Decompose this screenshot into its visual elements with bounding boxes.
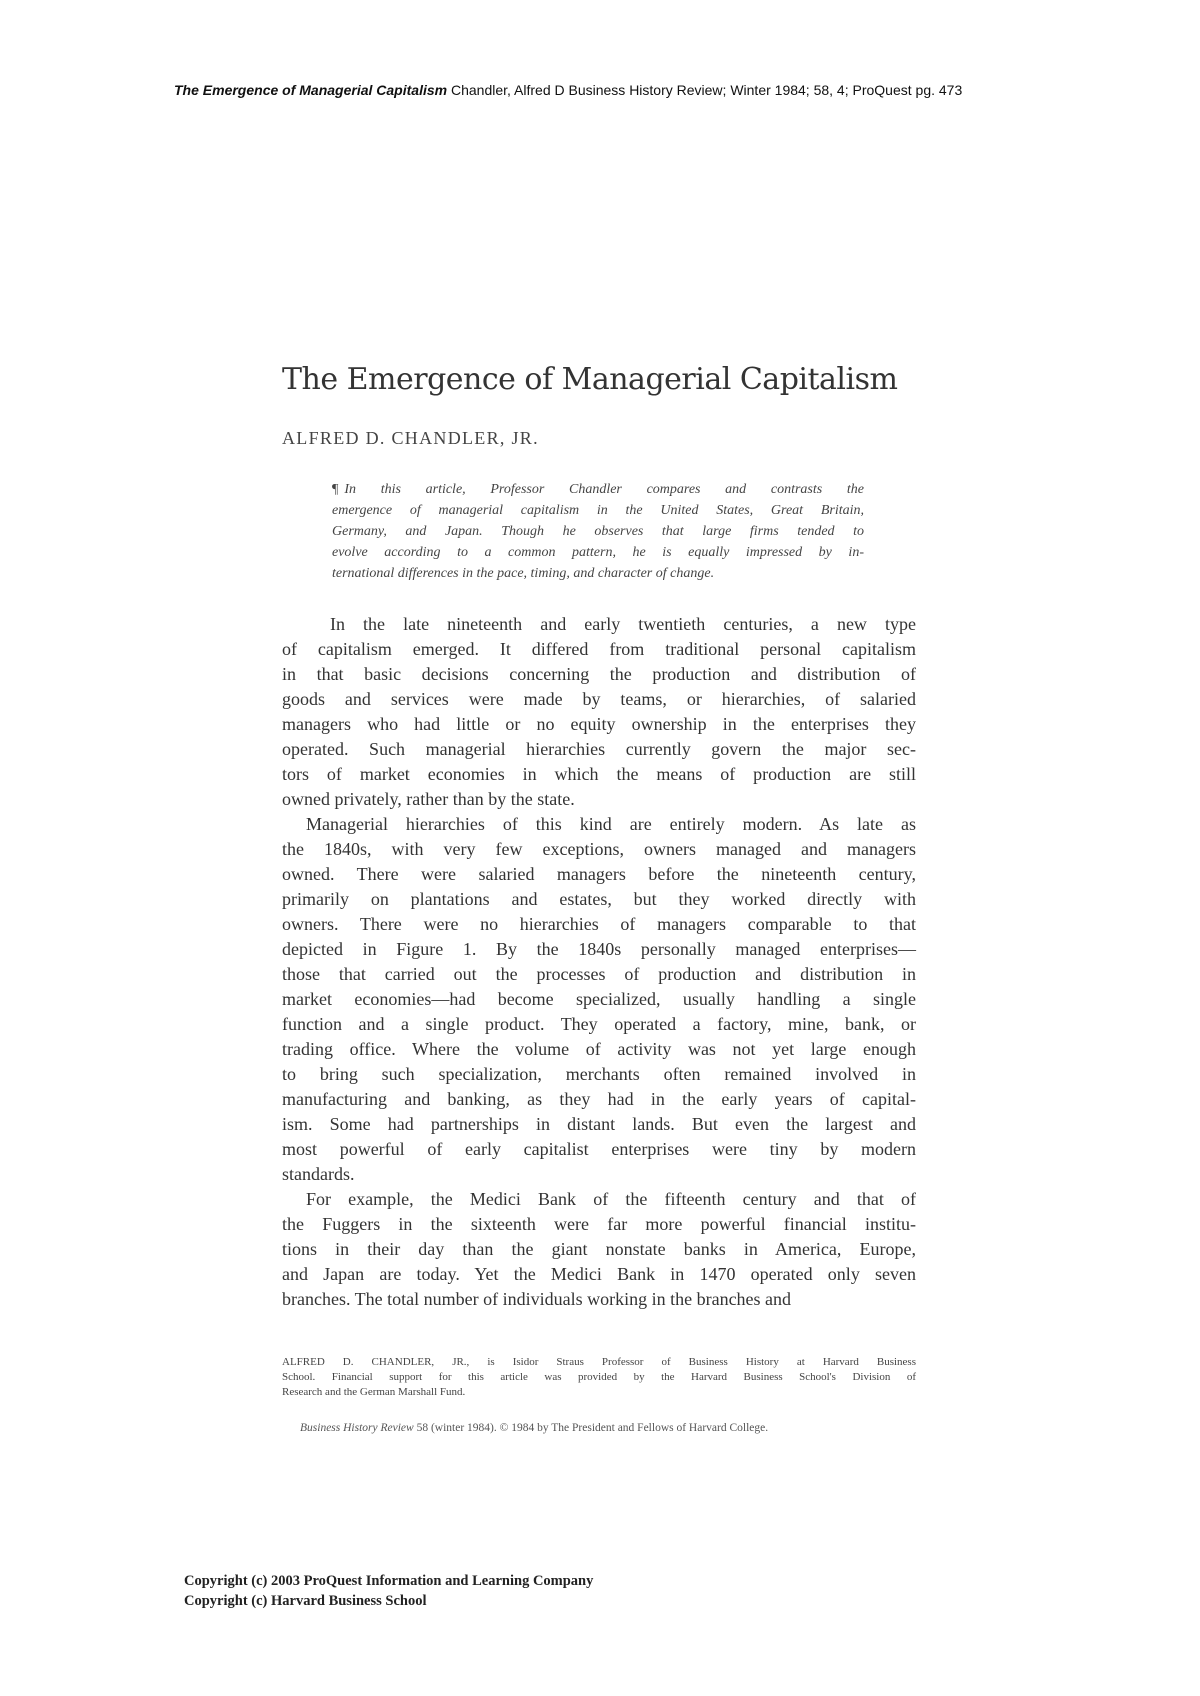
copyright-line: Copyright (c) 2003 ProQuest Information and Learning Company bbox=[184, 1573, 594, 1589]
paragraph-line: to bring such specialization, merchants often remained involved in bbox=[282, 1064, 916, 1084]
paragraph-line: of capitalism emerged. It differed from traditional personal capitalism bbox=[282, 639, 916, 659]
paragraph-line: managers who had little or no equity ownership in the enterprises they bbox=[282, 714, 916, 734]
header-citation: Chandler, Alfred D Business History Review; Winter 1984; 58, 4; ProQuest pg. 473 bbox=[450, 82, 963, 98]
abstract-line: emergence of managerial capitalism in the United States, Great Britain, bbox=[332, 503, 864, 518]
article-body bbox=[282, 612, 916, 1312]
paragraph-line: tions in their day than the giant nonstate banks in America, Europe, bbox=[282, 1239, 916, 1259]
paragraph-line: ism. Some had partnerships in distant lands. But even the largest and bbox=[282, 1114, 916, 1134]
paragraph-line: Managerial hierarchies of this kind are entirely modern. As late as bbox=[306, 814, 916, 834]
paragraph-line: in that basic decisions concerning the production and distribution of bbox=[282, 664, 916, 684]
header-article-title: The Emergence of Managerial Capitalism bbox=[174, 82, 448, 98]
paragraph-line: branches. The total number of individuals working in the branches and bbox=[282, 1289, 792, 1309]
paragraph-line: trading office. Where the volume of activity was not yet large enough bbox=[282, 1039, 916, 1059]
footnote-line: ALFRED D. CHANDLER, JR., is Isidor Straus Professor of Business History at Harvard Business bbox=[282, 1356, 916, 1368]
abstract-line: Germany, and Japan. Though he observes that large firms tended to bbox=[332, 524, 864, 539]
paragraph-line: goods and services were made by teams, or hierarchies, of salaried bbox=[282, 689, 916, 709]
footnote-line: School. Financial support for this article was provided by the Harvard Business School's Division of bbox=[282, 1371, 916, 1383]
paragraph-line: the Fuggers in the sixteenth were far more powerful financial institu- bbox=[282, 1214, 916, 1234]
paragraph-line: owned privately, rather than by the state. bbox=[282, 789, 575, 809]
pilcrow-icon: ¶ bbox=[332, 482, 339, 497]
paragraph bbox=[282, 1187, 916, 1312]
paragraph-line: function and a single product. They operated a factory, mine, bank, or bbox=[282, 1014, 916, 1034]
abstract-line: ternational differences in the pace, timing, and character of change. bbox=[332, 566, 715, 581]
paragraph-line: owners. There were no hierarchies of managers comparable to that bbox=[282, 914, 916, 934]
paragraph-line: standards. bbox=[282, 1164, 355, 1184]
paragraph-line: the 1840s, with very few exceptions, owners managed and managers bbox=[282, 839, 916, 859]
journal-citation bbox=[300, 1422, 916, 1434]
copyright-line: Copyright (c) Harvard Business School bbox=[184, 1593, 427, 1609]
journal-name: Business History Review bbox=[300, 1422, 414, 1434]
paragraph-line: For example, the Medici Bank of the fifteenth century and that of bbox=[306, 1189, 916, 1209]
paragraph-line: depicted in Figure 1. By the 1840s personally managed enterprises— bbox=[282, 939, 916, 959]
author-footnote bbox=[282, 1355, 916, 1400]
proquest-header bbox=[174, 82, 1074, 98]
paragraph-line: owned. There were salaried managers before the nineteenth century, bbox=[282, 864, 916, 884]
journal-details: 58 (winter 1984). © 1984 by The President and Fellows of Harvard College. bbox=[416, 1422, 769, 1434]
abstract-line: evolve according to a common pattern, he is equally impressed by in- bbox=[332, 545, 864, 560]
article-author: ALFRED D. CHANDLER, JR. bbox=[282, 428, 539, 448]
article-abstract bbox=[332, 479, 864, 584]
paragraph-line: In the late nineteenth and early twentieth centuries, a new type bbox=[330, 614, 916, 634]
paragraph-line: market economies—had become specialized, usually handling a single bbox=[282, 989, 916, 1009]
paragraph-line: primarily on plantations and estates, but they worked directly with bbox=[282, 889, 916, 909]
paragraph-line: operated. Such managerial hierarchies currently govern the major sec- bbox=[282, 739, 916, 759]
paragraph bbox=[282, 812, 916, 1187]
abstract-line: ¶ In this article, Professor Chandler compares and contrasts the bbox=[332, 482, 864, 497]
footnote-line: Research and the German Marshall Fund. bbox=[282, 1386, 466, 1398]
article-title: The Emergence of Managerial Capitalism bbox=[282, 362, 898, 397]
paragraph-line: tors of market economies in which the means of production are still bbox=[282, 764, 916, 784]
paragraph-line: those that carried out the processes of production and distribution in bbox=[282, 964, 916, 984]
copyright-notice bbox=[184, 1571, 593, 1611]
paragraph-line: manufacturing and banking, as they had in the early years of capital- bbox=[282, 1089, 916, 1109]
paragraph bbox=[282, 612, 916, 812]
paragraph-line: most powerful of early capitalist enterprises were tiny by modern bbox=[282, 1139, 916, 1159]
paragraph-line: and Japan are today. Yet the Medici Bank in 1470 operated only seven bbox=[282, 1264, 916, 1284]
